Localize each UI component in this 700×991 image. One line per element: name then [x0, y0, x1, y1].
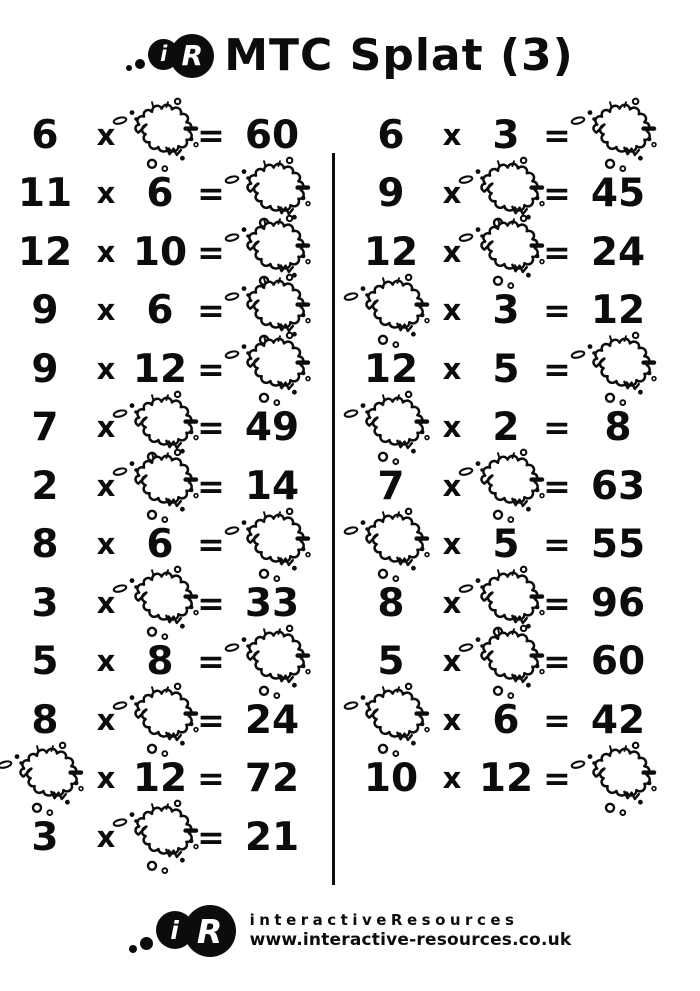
logo-dot-icon: [135, 59, 145, 69]
operand-b: [474, 697, 538, 743]
operand-a: 9: [31, 346, 59, 392]
times-symbol: x: [96, 644, 116, 679]
brand-name: interactiveResources: [249, 911, 519, 929]
operand-b: [128, 756, 192, 802]
times-symbol: x: [442, 351, 462, 386]
equals-symbol: =: [543, 759, 571, 799]
splat-slot: [128, 107, 192, 163]
times-symbol: x: [442, 527, 462, 562]
operand-a: [6, 229, 84, 275]
operand-a: 12: [363, 229, 419, 275]
symbol-slot: [84, 761, 128, 796]
symbol-slot: [192, 700, 230, 740]
operand-b: 6: [146, 171, 174, 217]
operand-b: 6: [146, 288, 174, 334]
operand-a: [6, 405, 84, 451]
times-symbol: x: [442, 761, 462, 796]
column-divider: [332, 153, 335, 885]
operand-a: [6, 346, 84, 392]
operand-a: [6, 814, 84, 860]
logo-dot-icon: [126, 65, 132, 71]
operand-b: 12: [132, 756, 188, 802]
result-value: [576, 229, 660, 275]
operand-b: 5: [492, 346, 520, 392]
times-symbol: x: [442, 702, 462, 737]
operand-a: 8: [377, 580, 405, 626]
symbol-slot: [430, 702, 474, 737]
operand-a: [6, 171, 84, 217]
operand-a: 6: [31, 112, 59, 158]
operand-b: [474, 288, 538, 334]
splat-slot: [128, 575, 192, 631]
symbol-slot: [84, 351, 128, 386]
times-symbol: x: [96, 117, 116, 152]
operand-b: 8: [146, 639, 174, 685]
result-value: [576, 171, 660, 217]
result-value: [230, 580, 314, 626]
operand-a: [6, 463, 84, 509]
splat-slot: [352, 692, 430, 748]
operand-b: [128, 288, 192, 334]
splat-icon: [343, 680, 439, 760]
operand-a: 12: [363, 346, 419, 392]
operand-a: [6, 580, 84, 626]
times-symbol: x: [442, 293, 462, 328]
splat-slot: [128, 809, 192, 865]
splat-icon: [224, 622, 320, 702]
operand-a: 9: [377, 171, 405, 217]
result-value: 63: [590, 463, 646, 509]
operand-a: [352, 171, 430, 217]
splat-slot: [128, 458, 192, 514]
operand-a: [352, 639, 430, 685]
splat-icon: [570, 95, 666, 175]
splat-icon: [224, 505, 320, 585]
logo-i-bubble-icon: i: [148, 39, 179, 70]
result-value: 24: [244, 697, 300, 743]
symbol-slot: [430, 410, 474, 445]
equals-symbol: =: [543, 525, 571, 565]
symbol-slot: [538, 525, 576, 565]
splat-slot: [128, 692, 192, 748]
splat-icon: [343, 388, 439, 468]
operand-b: [128, 346, 192, 392]
result-value: [230, 463, 314, 509]
times-symbol: x: [96, 176, 116, 211]
symbol-slot: [430, 117, 474, 152]
logo-r-bubble-icon: R: [170, 34, 214, 78]
equals-symbol: =: [197, 291, 225, 331]
times-symbol: x: [442, 644, 462, 679]
symbol-slot: [192, 583, 230, 623]
splat-slot: [352, 283, 430, 339]
symbol-slot: [538, 232, 576, 272]
times-symbol: x: [96, 761, 116, 796]
symbol-slot: [84, 293, 128, 328]
operand-a: [6, 112, 84, 158]
symbol-slot: [84, 527, 128, 562]
equals-symbol: =: [197, 466, 225, 506]
result-value: 42: [590, 697, 646, 743]
symbol-slot: [430, 293, 474, 328]
operand-b: 2: [492, 405, 520, 451]
result-value: [576, 639, 660, 685]
logo-dot-icon: [140, 937, 153, 950]
symbol-slot: [192, 408, 230, 448]
result-value: [230, 112, 314, 158]
result-value: [576, 697, 660, 743]
operand-a: [6, 522, 84, 568]
symbol-slot: [192, 759, 230, 799]
times-symbol: x: [96, 293, 116, 328]
result-value: 14: [244, 463, 300, 509]
result-value: 12: [590, 288, 646, 334]
symbol-slot: [538, 583, 576, 623]
problem-row: [352, 750, 694, 809]
symbol-slot: [192, 115, 230, 155]
operand-b: 12: [478, 756, 534, 802]
times-symbol: x: [442, 585, 462, 620]
equals-symbol: =: [543, 232, 571, 272]
symbol-slot: [538, 700, 576, 740]
equals-symbol: =: [197, 700, 225, 740]
times-symbol: x: [96, 410, 116, 445]
result-value: 49: [244, 405, 300, 451]
result-value: 21: [244, 814, 300, 860]
equals-symbol: =: [543, 642, 571, 682]
result-value: [576, 580, 660, 626]
equals-symbol: =: [543, 115, 571, 155]
logo-i-bubble-icon: i: [156, 911, 194, 949]
times-symbol: x: [96, 585, 116, 620]
operand-a: [6, 288, 84, 334]
operand-a: 12: [17, 229, 73, 275]
splat-slot: [576, 341, 660, 397]
ir-logo: [126, 34, 214, 78]
operand-b: 6: [146, 522, 174, 568]
equals-symbol: =: [197, 583, 225, 623]
operand-a: 3: [31, 580, 59, 626]
equals-symbol: =: [197, 817, 225, 857]
operand-a: 7: [31, 405, 59, 451]
symbol-slot: [192, 817, 230, 857]
symbol-slot: [430, 527, 474, 562]
splat-slot: [352, 400, 430, 456]
splat-slot: [474, 224, 538, 280]
result-value: [576, 288, 660, 334]
operand-a: 2: [31, 463, 59, 509]
result-value: 24: [590, 229, 646, 275]
result-value: [230, 814, 314, 860]
equals-symbol: =: [543, 700, 571, 740]
operand-a: 8: [31, 697, 59, 743]
times-symbol: x: [442, 176, 462, 211]
operand-b: [128, 639, 192, 685]
symbol-slot: [538, 291, 576, 331]
splat-icon: [570, 739, 666, 819]
equals-symbol: =: [543, 466, 571, 506]
operand-a: [352, 112, 430, 158]
equals-symbol: =: [543, 583, 571, 623]
right-column: [352, 106, 694, 808]
equals-symbol: =: [543, 408, 571, 448]
times-symbol: x: [442, 234, 462, 269]
splat-slot: [230, 341, 314, 397]
splat-icon: [0, 739, 93, 819]
equals-symbol: =: [543, 174, 571, 214]
operand-b: 3: [492, 112, 520, 158]
result-value: [576, 405, 660, 451]
equals-symbol: =: [197, 232, 225, 272]
equals-symbol: =: [197, 408, 225, 448]
operand-a: 10: [363, 756, 419, 802]
splat-slot: [474, 458, 538, 514]
times-symbol: x: [96, 527, 116, 562]
problem-row: [6, 808, 332, 867]
operand-b: 5: [492, 522, 520, 568]
splat-slot: [474, 634, 538, 690]
result-value: 8: [604, 405, 632, 451]
left-column: [6, 106, 332, 867]
ir-logo: [129, 905, 236, 957]
logo-r-bubble-icon: R: [184, 905, 236, 957]
equals-symbol: =: [197, 115, 225, 155]
equals-symbol: =: [197, 642, 225, 682]
splat-slot: [230, 517, 314, 573]
operand-a: [6, 639, 84, 685]
operand-a: [6, 697, 84, 743]
page-footer: [0, 905, 700, 957]
operand-a: [352, 463, 430, 509]
operand-b: [474, 112, 538, 158]
times-symbol: x: [442, 468, 462, 503]
result-value: [576, 463, 660, 509]
equals-symbol: =: [197, 525, 225, 565]
splat-slot: [576, 751, 660, 807]
times-symbol: x: [442, 410, 462, 445]
times-symbol: x: [96, 819, 116, 854]
symbol-slot: [430, 761, 474, 796]
symbol-slot: [84, 176, 128, 211]
operand-b: [474, 756, 538, 802]
operand-b: 10: [132, 229, 188, 275]
operand-a: 11: [17, 171, 73, 217]
times-symbol: x: [96, 468, 116, 503]
splat-icon: [343, 271, 439, 351]
operand-b: [128, 171, 192, 217]
operand-a: 8: [31, 522, 59, 568]
logo-dot-icon: [129, 945, 137, 953]
splat-icon: [570, 329, 666, 409]
operand-a: 9: [31, 288, 59, 334]
symbol-slot: [538, 466, 576, 506]
symbol-slot: [538, 642, 576, 682]
symbol-slot: [84, 234, 128, 269]
result-value: [230, 756, 314, 802]
equals-symbol: =: [197, 759, 225, 799]
result-value: 60: [590, 639, 646, 685]
operand-a: [352, 229, 430, 275]
symbol-slot: [192, 466, 230, 506]
times-symbol: x: [442, 117, 462, 152]
footer-text: [250, 911, 572, 951]
times-symbol: x: [96, 234, 116, 269]
operand-b: 12: [132, 346, 188, 392]
operand-b: 6: [492, 697, 520, 743]
operand-a: 6: [377, 112, 405, 158]
result-value: 55: [590, 522, 646, 568]
result-value: [230, 405, 314, 451]
result-value: 45: [590, 171, 646, 217]
symbol-slot: [430, 351, 474, 386]
operand-a: 7: [377, 463, 405, 509]
result-value: 33: [244, 580, 300, 626]
splat-slot: [230, 634, 314, 690]
symbol-slot: [538, 408, 576, 448]
result-value: 72: [244, 756, 300, 802]
equals-symbol: =: [543, 291, 571, 331]
operand-a: [352, 346, 430, 392]
website-url: www.interactive-resources.co.uk: [249, 929, 572, 950]
symbol-slot: [84, 644, 128, 679]
page-header: [0, 30, 700, 81]
operand-a: 5: [377, 639, 405, 685]
operand-b: [128, 522, 192, 568]
operand-b: [128, 229, 192, 275]
operand-a: 5: [31, 639, 59, 685]
symbol-slot: [538, 174, 576, 214]
operand-a: [352, 756, 430, 802]
equals-symbol: =: [197, 174, 225, 214]
operand-a: 3: [31, 814, 59, 860]
equals-symbol: =: [197, 349, 225, 389]
result-value: [230, 697, 314, 743]
operand-b: [474, 522, 538, 568]
page-title: MTC Splat (3): [224, 30, 574, 81]
operand-b: [474, 346, 538, 392]
result-value: 60: [244, 112, 300, 158]
result-value: 96: [590, 580, 646, 626]
splat-icon: [224, 329, 320, 409]
result-value: [576, 522, 660, 568]
splat-slot: [6, 751, 84, 807]
times-symbol: x: [96, 702, 116, 737]
splat-icon: [343, 505, 439, 585]
equals-symbol: =: [543, 349, 571, 389]
splat-slot: [576, 107, 660, 163]
operand-b: 3: [492, 288, 520, 334]
splat-slot: [352, 517, 430, 573]
operand-a: [352, 580, 430, 626]
operand-b: [474, 405, 538, 451]
times-symbol: x: [96, 351, 116, 386]
